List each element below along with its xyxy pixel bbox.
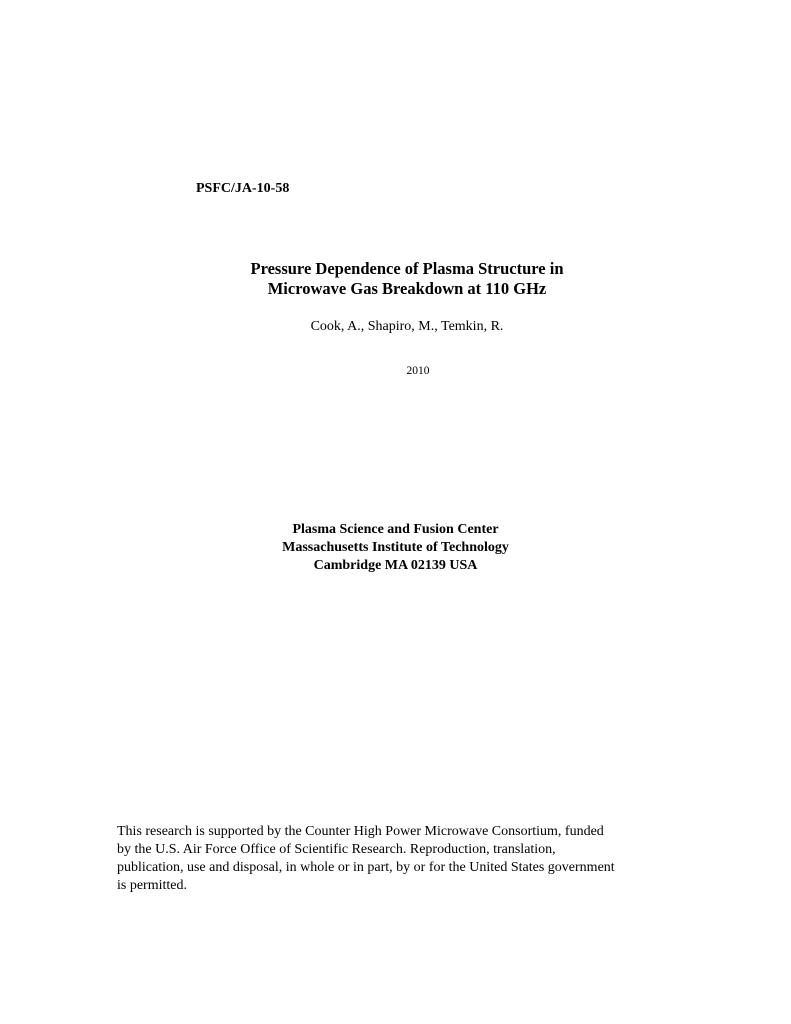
institution-line: Cambridge MA 02139 USA xyxy=(313,558,478,573)
paper-title xyxy=(0,259,791,299)
acknowledgment-line: is permitted. xyxy=(117,878,187,893)
acknowledgment-paragraph xyxy=(117,823,687,895)
institution-block xyxy=(0,521,791,575)
title-line: Microwave Gas Breakdown at 110 GHz xyxy=(267,279,547,298)
publication-year: 2010 xyxy=(406,365,430,377)
acknowledgment-line: publication, use and disposal, in whole or in part, by or for the United States government xyxy=(117,860,615,875)
report-number: PSFC/JA-10-58 xyxy=(196,181,290,196)
institution-line: Plasma Science and Fusion Center xyxy=(292,522,499,537)
acknowledgment-line: This research is supported by the Counter High Power Microwave Consortium, funded xyxy=(117,824,604,839)
acknowledgment-line: by the U.S. Air Force Office of Scientific Research. Reproduction, translation, xyxy=(117,842,556,857)
institution-line: Massachusetts Institute of Technology xyxy=(282,540,509,555)
authors: Cook, A., Shapiro, M., Temkin, R. xyxy=(310,319,504,334)
title-line: Pressure Dependence of Plasma Structure in xyxy=(250,259,564,278)
